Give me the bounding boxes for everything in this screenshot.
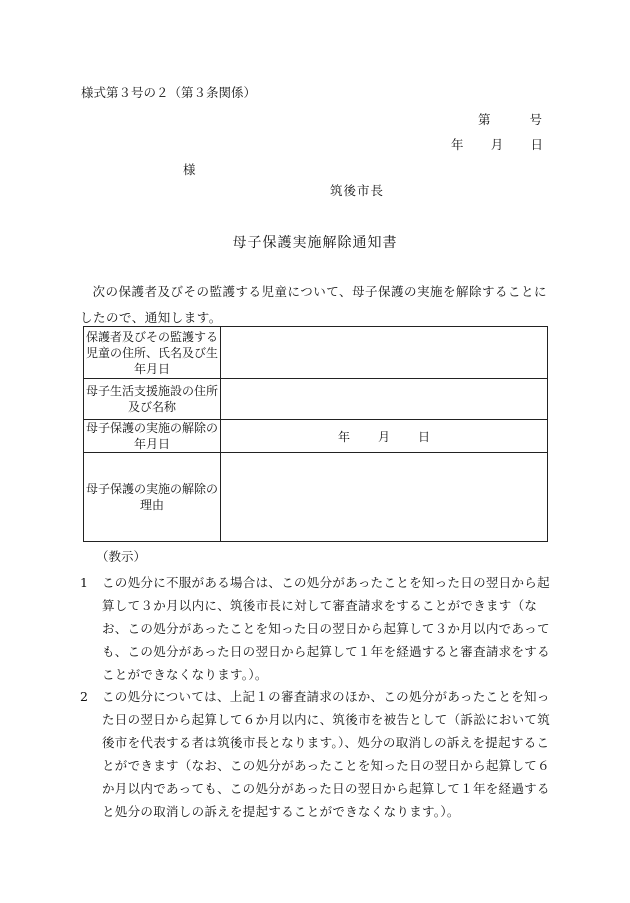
table-label: 母子保護の実施の解除の理由 — [84, 453, 221, 542]
issue-date — [451, 135, 543, 153]
table-value — [221, 379, 548, 420]
number-suffix: 号 — [529, 112, 542, 127]
table-value — [221, 420, 548, 453]
table-label: 保護者及びその監護する児童の住所、氏名及び生年月日 — [84, 327, 221, 379]
document-title: 母子保護実施解除通知書 — [232, 235, 398, 251]
instruction-text: この処分に不服がある場合は、この処分があったことを知った日の翌日から起算して３か月以内に、筑後市長に対して審査請求をすることができます（なお、この処分があったことを知った日の翌日から起算して３か月以内であっても、この処分があった日の翌日から起算して１年を経過すると審査請求をすることができなくなります。）。 — [102, 575, 550, 682]
date-day: 日 — [530, 137, 543, 152]
instruction-item — [80, 685, 552, 823]
date-year: 年 — [338, 429, 351, 444]
table-value — [221, 327, 548, 379]
intro-paragraph: 次の保護者及びその監護する児童について、母子保護の実施を解除することにしたので、通知します。 — [80, 284, 548, 325]
table-row — [84, 327, 548, 379]
document-number — [478, 110, 542, 128]
instruction-item — [80, 571, 552, 686]
info-table — [83, 326, 548, 542]
table-row — [84, 420, 548, 453]
instruction-text: この処分については、上記１の審査請求のほか、この処分があったことを知った日の翌日から起算して６か月以内に、筑後市を被告として（訴訟において筑後市を代表する者は筑後市長となります。）、処分の取消しの訴えを提起することができます（なお、この処分があったことを知った日の翌日から起算して６か月以内であっても、この処分があった日の翌日から起算して１年を経過すると処分の取消しの訴えを提起することができなくなります。）。 — [102, 689, 551, 819]
table-label: 母子生活支援施設の住所及び名称 — [84, 379, 221, 420]
date-month: 月 — [490, 137, 504, 152]
instruction-number: 2 — [80, 689, 89, 704]
instruction-number: 1 — [80, 575, 89, 590]
issuer: 筑後市長 — [330, 183, 385, 198]
table-label: 母子保護の実施の解除の年月日 — [84, 420, 221, 453]
date-year: 年 — [451, 137, 464, 152]
number-prefix: 第 — [478, 112, 491, 127]
form-label: 様式第３号の２（第３条関係） — [81, 85, 257, 100]
table-row — [84, 379, 548, 420]
addressee: 様 — [183, 162, 196, 177]
table-row — [84, 453, 548, 542]
instruction-heading: （教示） — [96, 549, 147, 564]
date-day: 日 — [417, 429, 430, 444]
date-month: 月 — [377, 429, 390, 444]
table-value — [221, 453, 548, 542]
